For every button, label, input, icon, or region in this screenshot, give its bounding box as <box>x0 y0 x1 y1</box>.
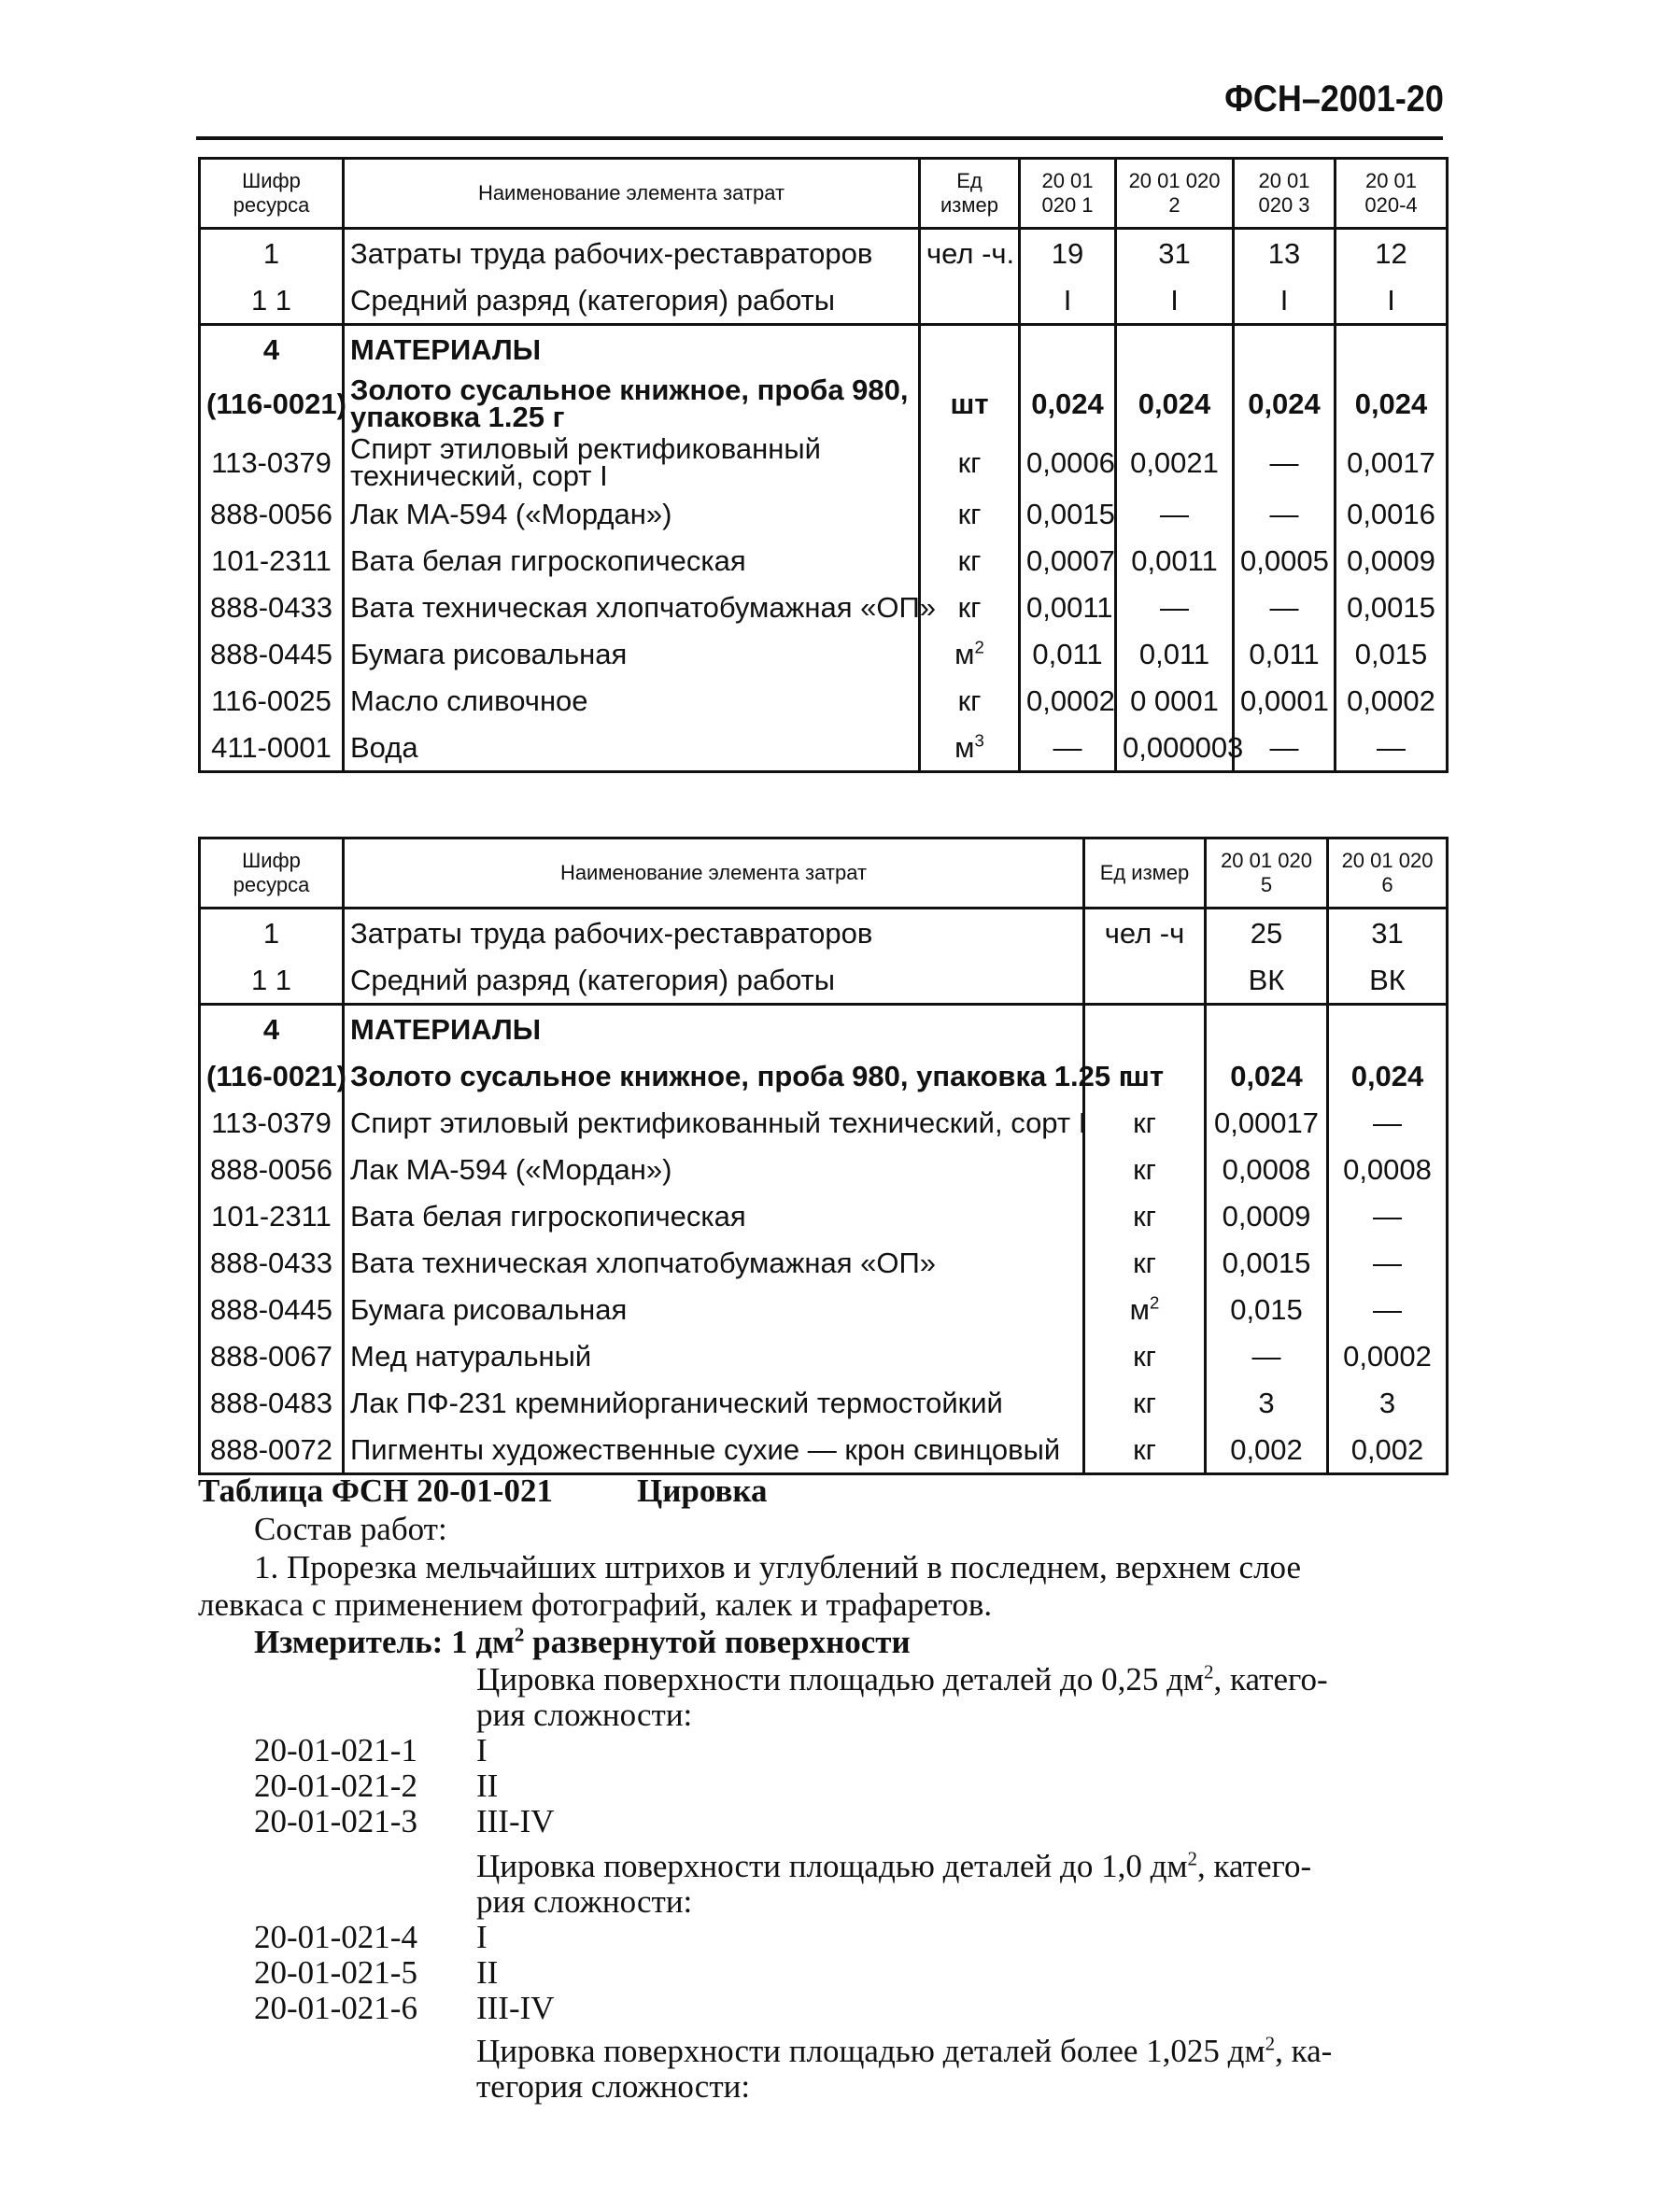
resource-code: (116-0021) <box>200 373 344 434</box>
value-cell: ВК <box>1328 956 1448 1005</box>
item-code: 20-01-021-1 <box>254 1732 417 1768</box>
resource-unit: $м^2$ <box>920 630 1020 677</box>
group-3-line-2: тегория сложности: <box>476 2068 751 2105</box>
table-row <box>200 434 1448 490</box>
resource-code: 1 1 <box>200 276 344 325</box>
col-header-020-4: 20 01 020-4 <box>1336 159 1448 229</box>
value-cell: 0,0001 <box>1234 677 1336 724</box>
resource-unit: чел -ч. <box>920 229 1020 277</box>
value-cell: 0,024 <box>1328 1052 1448 1099</box>
table-row <box>200 909 1448 957</box>
table-row <box>200 1005 1448 1053</box>
table-row <box>200 1239 1448 1286</box>
value-cell: — <box>1336 724 1448 772</box>
section-heading: МАТЕРИАЛЫ <box>344 325 920 373</box>
resource-name: Пигменты художественные сухие — крон свинцовый <box>344 1426 1084 1474</box>
item-code: 20-01-021-6 <box>254 1990 417 2026</box>
resource-code: 888-0433 <box>200 584 344 630</box>
resource-code: 113-0379 <box>200 434 344 490</box>
resource-name: Вата техническая хлопчатобумажная «ОП» <box>344 584 920 630</box>
value-cell: 0,0015 <box>1336 584 1448 630</box>
value-cell: 3 <box>1328 1379 1448 1426</box>
table-row <box>200 1379 1448 1426</box>
value-cell: 0,0002 <box>1020 677 1116 724</box>
group-3-line-1: Цировка поверхности площадью деталей более 1,025 $дм^2$, ка- <box>476 2032 1333 2069</box>
value-cell: — <box>1234 434 1336 490</box>
value-cell: 0 0001 <box>1116 677 1234 724</box>
value-cell: — <box>1328 1192 1448 1239</box>
table-row <box>200 373 1448 434</box>
value-cell: 0,00017 <box>1206 1099 1328 1146</box>
resource-code: 101-2311 <box>200 537 344 584</box>
resource-unit: кг <box>1084 1146 1206 1192</box>
value-cell: I <box>1116 276 1234 325</box>
col-header-unit: Ед измер <box>920 159 1020 229</box>
table-title: Цировка <box>637 1472 768 1509</box>
table-row <box>200 630 1448 677</box>
value-cell: 0,0008 <box>1328 1146 1448 1192</box>
resource-unit: кг <box>920 537 1020 584</box>
meter-line: Измеритель: 1 $дм^2$ развернутой поверхности <box>254 1623 911 1660</box>
value-cell: — <box>1328 1239 1448 1286</box>
resource-unit: $м^3$ <box>920 724 1020 772</box>
value-cell: 0,0015 <box>1206 1239 1328 1286</box>
value-cell: 0,0007 <box>1020 537 1116 584</box>
col-header-code: Шифр ресурса <box>200 838 344 909</box>
value-cell: — <box>1020 724 1116 772</box>
value-cell: 0,024 <box>1206 1052 1328 1099</box>
resource-unit: кг <box>920 677 1020 724</box>
resource-name: Средний разряд (категория) работы <box>344 956 1084 1005</box>
resource-unit: кг <box>920 584 1020 630</box>
value-cell: 0,0005 <box>1234 537 1336 584</box>
group-2-line-2: рия сложности: <box>476 1883 693 1920</box>
resource-unit: чел -ч <box>1084 909 1206 957</box>
resource-code: 888-0433 <box>200 1239 344 1286</box>
value-cell: — <box>1116 490 1234 537</box>
value-cell: 0,000003 <box>1116 724 1234 772</box>
table-row <box>200 1099 1448 1146</box>
table-row <box>200 276 1448 325</box>
resource-code: 411-0001 <box>200 724 344 772</box>
value-cell: 0,011 <box>1116 630 1234 677</box>
resource-unit: шт <box>920 373 1020 434</box>
value-cell: I <box>1336 276 1448 325</box>
resource-name: Лак МА-594 («Мордан») <box>344 1146 1084 1192</box>
value-cell: ВК <box>1206 956 1328 1005</box>
resource-name: Спирт этиловый ректификованный технический, сорт I <box>344 434 920 490</box>
value-cell: 0,024 <box>1020 373 1116 434</box>
value-cell: — <box>1234 584 1336 630</box>
table-row <box>200 956 1448 1005</box>
table-row <box>200 490 1448 537</box>
resource-name: Средний разряд (категория) работы <box>344 276 920 325</box>
resource-code: 113-0379 <box>200 1099 344 1146</box>
resource-code: 1 <box>200 909 344 957</box>
value-cell: 0,0009 <box>1206 1192 1328 1239</box>
resource-name: Вата белая гигроскопическая <box>344 537 920 584</box>
col-header-code: Шифр ресурса <box>200 159 344 229</box>
resource-code: 1 1 <box>200 956 344 1005</box>
value-cell: 0,0002 <box>1336 677 1448 724</box>
resource-table-1 <box>198 157 1449 773</box>
resource-name: Бумага рисовальная <box>344 630 920 677</box>
value-cell: — <box>1234 724 1336 772</box>
resource-unit: шт <box>1084 1052 1206 1099</box>
value-cell: 0,0009 <box>1336 537 1448 584</box>
value-cell: 25 <box>1206 909 1328 957</box>
header-rule <box>196 136 1443 140</box>
value-cell: 0,0011 <box>1116 537 1234 584</box>
resource-code: 888-0072 <box>200 1426 344 1474</box>
resource-code: 1 <box>200 229 344 277</box>
table-row <box>200 1146 1448 1192</box>
resource-name: Золото сусальное книжное, проба 980, упаковка 1.25 г <box>344 1052 1084 1099</box>
resource-unit <box>920 276 1020 325</box>
value-cell: 0,0011 <box>1020 584 1116 630</box>
resource-unit: $м^2$ <box>1084 1286 1206 1332</box>
resource-code: 888-0445 <box>200 1286 344 1332</box>
table-row <box>200 1426 1448 1474</box>
value-cell: I <box>1234 276 1336 325</box>
value-cell: 0,002 <box>1206 1426 1328 1474</box>
value-cell: 0,011 <box>1020 630 1116 677</box>
item-code: 20-01-021-2 <box>254 1768 417 1804</box>
work-line-1: 1. Прорезка мельчайших штрихов и углублений в последнем, верхнем слое <box>254 1549 1302 1585</box>
item-category: II <box>476 1768 499 1804</box>
value-cell: 0,0006 <box>1020 434 1116 490</box>
item-category: I <box>476 1919 488 1955</box>
resource-code: 4 <box>200 325 344 373</box>
resource-name: Спирт этиловый ректификованный технический, сорт I <box>344 1099 1084 1146</box>
table-row <box>200 325 1448 373</box>
resource-name: Бумага рисовальная <box>344 1286 1084 1332</box>
value-cell: 31 <box>1116 229 1234 277</box>
resource-unit: кг <box>1084 1239 1206 1286</box>
table-header-row <box>200 838 1448 909</box>
value-cell: 0,0015 <box>1020 490 1116 537</box>
resource-code: 888-0056 <box>200 1146 344 1192</box>
item-category: III-IV <box>476 1803 555 1839</box>
resource-name: Лак ПФ-231 кремнийорганический термостойкий <box>344 1379 1084 1426</box>
resource-table-2 <box>198 837 1449 1475</box>
value-cell: 0,0002 <box>1328 1332 1448 1379</box>
page-code: ФСН–2001-20 <box>1224 78 1444 120</box>
table-row <box>200 584 1448 630</box>
table-row <box>200 1332 1448 1379</box>
resource-unit: кг <box>1084 1379 1206 1426</box>
table-row <box>200 724 1448 772</box>
resource-name: Вата белая гигроскопическая <box>344 1192 1084 1239</box>
item-category: II <box>476 1954 499 1991</box>
col-header-020-6: 20 01 020 6 <box>1328 838 1448 909</box>
value-cell: 0,0016 <box>1336 490 1448 537</box>
resource-name: Затраты труда рабочих-реставраторов <box>344 229 920 277</box>
col-header-name: Наименование элемента затрат <box>344 838 1084 909</box>
col-header-020-5: 20 01 020 5 <box>1206 838 1328 909</box>
col-header-unit: Ед измер <box>1084 838 1206 909</box>
resource-unit: кг <box>920 490 1020 537</box>
group-2-line-1: Цировка поверхности площадью деталей до 1,0 $дм^2$, катего- <box>476 1847 1312 1884</box>
table-header-row <box>200 159 1448 229</box>
value-cell: 13 <box>1234 229 1336 277</box>
resource-code: 888-0056 <box>200 490 344 537</box>
value-cell: — <box>1234 490 1336 537</box>
value-cell: 0,015 <box>1336 630 1448 677</box>
resource-unit: кг <box>1084 1192 1206 1239</box>
resource-unit <box>1084 956 1206 1005</box>
resource-unit: кг <box>1084 1426 1206 1474</box>
resource-name: Вода <box>344 724 920 772</box>
resource-code: 888-0483 <box>200 1379 344 1426</box>
resource-name: Вата техническая хлопчатобумажная «ОП» <box>344 1239 1084 1286</box>
table-row <box>200 537 1448 584</box>
table-row <box>200 1286 1448 1332</box>
work-label: Состав работ: <box>254 1511 447 1547</box>
item-code: 20-01-021-4 <box>254 1919 417 1955</box>
value-cell: 3 <box>1206 1379 1328 1426</box>
value-cell: 0,0017 <box>1336 434 1448 490</box>
section-heading: МАТЕРИАЛЫ <box>344 1005 1084 1053</box>
value-cell: — <box>1206 1332 1328 1379</box>
resource-name: Лак МА-594 («Мордан») <box>344 490 920 537</box>
value-cell: 0,024 <box>1336 373 1448 434</box>
resource-code: 116-0025 <box>200 677 344 724</box>
resource-code: (116-0021) <box>200 1052 344 1099</box>
value-cell: 0,024 <box>1234 373 1336 434</box>
resource-name: Мед натуральный <box>344 1332 1084 1379</box>
item-category: I <box>476 1732 488 1768</box>
resource-code: 888-0445 <box>200 630 344 677</box>
value-cell: 0,0008 <box>1206 1146 1328 1192</box>
value-cell: I <box>1020 276 1116 325</box>
item-code: 20-01-021-3 <box>254 1803 417 1839</box>
value-cell: 0,015 <box>1206 1286 1328 1332</box>
resource-name: Затраты труда рабочих-реставраторов <box>344 909 1084 957</box>
value-cell: — <box>1116 584 1234 630</box>
col-header-020-2: 20 01 020 2 <box>1116 159 1234 229</box>
col-header-020-3: 20 01 020 3 <box>1234 159 1336 229</box>
value-cell: 12 <box>1336 229 1448 277</box>
resource-name: Золото сусальное книжное, проба 980, упаковка 1.25 г <box>344 373 920 434</box>
group-1-line-2: рия сложности: <box>476 1697 693 1733</box>
table-row <box>200 229 1448 277</box>
value-cell: 31 <box>1328 909 1448 957</box>
table-row <box>200 1192 1448 1239</box>
resource-code: 4 <box>200 1005 344 1053</box>
col-header-020-1: 20 01 020 1 <box>1020 159 1116 229</box>
value-cell: — <box>1328 1099 1448 1146</box>
table-code: Таблица ФСН 20-01-021 <box>198 1472 553 1509</box>
resource-unit: кг <box>920 434 1020 490</box>
value-cell: — <box>1328 1286 1448 1332</box>
resource-code: 888-0067 <box>200 1332 344 1379</box>
item-code: 20-01-021-5 <box>254 1954 417 1991</box>
col-header-name: Наименование элемента затрат <box>344 159 920 229</box>
group-1-line-1: Цировка поверхности площадью деталей до 0,25 $дм^2$, катего- <box>476 1660 1328 1698</box>
value-cell: 0,002 <box>1328 1426 1448 1474</box>
item-category: III-IV <box>476 1990 555 2026</box>
value-cell: 0,011 <box>1234 630 1336 677</box>
value-cell: 19 <box>1020 229 1116 277</box>
table-row <box>200 1052 1448 1099</box>
work-line-2: левкаса с применением фотографий, калек и трафаретов. <box>198 1586 993 1623</box>
value-cell: 0,0021 <box>1116 434 1234 490</box>
value-cell: 0,024 <box>1116 373 1234 434</box>
resource-unit: кг <box>1084 1332 1206 1379</box>
table-row <box>200 677 1448 724</box>
resource-unit: кг <box>1084 1099 1206 1146</box>
resource-name: Масло сливочное <box>344 677 920 724</box>
resource-code: 101-2311 <box>200 1192 344 1239</box>
